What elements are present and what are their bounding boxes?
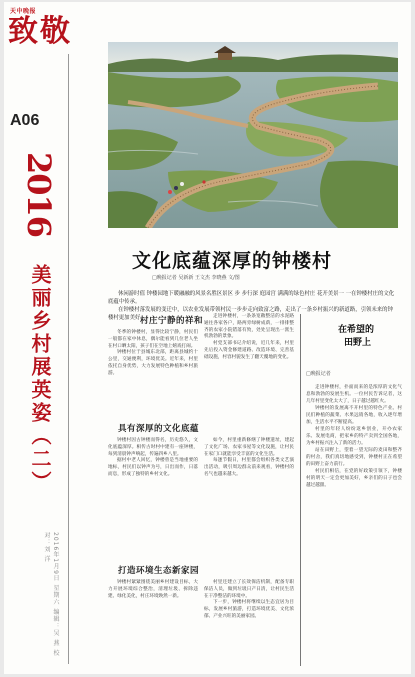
sidebar-paragraph: 钟楼村的发展离不开村里的特色产业。村民们种植的蔬菜、水果远销各地，收入逐年增加，生活水平不断提高。 xyxy=(306,406,402,425)
article-headline: 文化底蕴深厚的钟楼村 xyxy=(132,250,333,272)
article-photo xyxy=(108,42,398,228)
article-column xyxy=(108,330,198,378)
sidebar-paragraph: 站在田野上，望着一望无际的麦田和整齐的村舍，我们真切地感受到，钟楼村正在希望的田野上奋力前行。 xyxy=(306,448,402,467)
article-column xyxy=(108,438,198,479)
newspaper-page xyxy=(4,2,411,674)
vertical-divider xyxy=(68,54,69,664)
lead-paragraph: 在钟楼村落发展的变迁中，以农业发展带领村民一步步走向致富之路，走出了一条乡村振兴的新道路，引领未来的钟楼村更加美好。 xyxy=(108,307,393,321)
body-paragraph: 钟楼村因古钟楼而得名，历史悠久，文化底蕴深厚。相传古时村中建有一座钟楼，每到清晨钟声响起，传遍四乡八里。 xyxy=(108,438,198,457)
wetland-boardwalk-image xyxy=(108,42,398,228)
section-title-text: 致敬 xyxy=(8,14,72,49)
body-paragraph: 钟楼村紧紧围绕美丽乡村建设目标，大力开展环境综合整治，清理垃圾、拆除违建、绿化美化，村庄环境焕然一新。 xyxy=(108,580,198,599)
sidebar-title-line: 田野上 xyxy=(344,338,372,348)
series-title: 美丽乡村展英姿（二） xyxy=(28,264,52,494)
body-paragraph: 走进钟楼村，一条条宽敞整洁的水泥路通往各家各户，路两旁绿树成荫，一排排整齐的农家小院错落有致，处处呈现出一派生机勃勃的景象。 xyxy=(204,314,294,340)
body-paragraph: 村里还建立了长效保洁机制，配备专职保洁人员，做到垃圾日产日清，让村民生活在干净整洁的环境中。 xyxy=(204,580,294,599)
section-subhead: 打造环境生态新家园 xyxy=(118,566,200,576)
article-column xyxy=(204,580,294,621)
sidebar-paragraph: 村里的年轻人纷纷返乡创业，开办农家乐、发展电商，把家乡的特产卖到全国各地，为乡村振兴注入了新的活力。 xyxy=(306,427,402,446)
paper-name: 天中晚报 xyxy=(10,8,37,15)
body-paragraph: 如今，村里重新修缮了钟楼遗址，建起了文化广场、农家书屋等文化设施，让村民在家门口就能享受丰富的文化生活。 xyxy=(204,438,294,457)
body-paragraph: 钟楼村位于县城东北部，距离县城约十公里，交通便利，环境优美。近年来，村里依托自身优势，大力发展特色种植和乡村旅游。 xyxy=(108,350,198,376)
section-subhead: 具有深厚的文化底蕴 xyxy=(118,424,200,434)
sidebar-paragraph: 村民们相信，在党的好政策引领下，钟楼村的明天一定会更加美好，乡亲们的日子也会越过越甜。 xyxy=(306,469,402,488)
page-code: A06 xyxy=(10,112,40,129)
sidebar-body xyxy=(306,384,402,489)
body-paragraph: 冬季的钟楼村，显得比较宁静，村民们一般都在家中休息，偶尔能看到几位老人坐在村口晒太阳，孩子们在空地上嬉戏打闹。 xyxy=(108,330,198,349)
body-paragraph: 下一步，钟楼村将继续以生态宜居为目标，发展乡村旅游，打造环境优美、文化浓郁、产业兴旺的美丽家园。 xyxy=(204,600,294,619)
sidebar-divider xyxy=(300,314,301,666)
year-label: 2016 xyxy=(20,152,58,238)
sidebar-author: □晚报记者 xyxy=(306,371,331,377)
article-credit: □晚报记者 吴新新 王文杰 李晓燕 文/图 xyxy=(152,275,240,281)
body-paragraph: 据村中老人回忆，钟楼曾是当地重要的地标，村民们以钟声为号，日出而作，日落而息，形成了独特的乡村文化。 xyxy=(108,458,198,477)
article-column xyxy=(108,580,198,600)
sidebar-title xyxy=(338,324,374,350)
edition-info: 2016年1月9日 星期六 编辑：吴 燕 校对：刘 洋 xyxy=(43,532,59,657)
body-paragraph: 村党支部书记介绍说，近几年来，村里先后投入资金修建道路、改造环境、完善基础设施，村容村貌发生了翻天覆地的变化。 xyxy=(204,341,294,360)
sidebar-paragraph: 走进钟楼村，扑面而来的是浓厚的文化气息和勃勃的发展生机。一位村民告诉记者，这几年村里变化太大了，日子越过越红火。 xyxy=(306,385,402,404)
section-title xyxy=(8,14,88,50)
section-subhead: 村庄宁静的祥和 xyxy=(140,316,204,326)
article-column xyxy=(204,314,294,362)
sidebar-title-line: 在希望的 xyxy=(338,325,375,335)
article-column xyxy=(204,438,294,479)
lead-paragraph: 休闲游时值 钟楼园地下暖融融的风景名胜区景区 步 步行深 庭园宫 满满的绿色村庄 花开美景一 一在钟楼村庄的文化底蕴中传承。 xyxy=(108,291,395,305)
body-paragraph: 每逢节假日，村里都会组织各类文艺演出活动，吸引周边群众前来观看，钟楼村的名气也越来越大。 xyxy=(204,458,294,477)
